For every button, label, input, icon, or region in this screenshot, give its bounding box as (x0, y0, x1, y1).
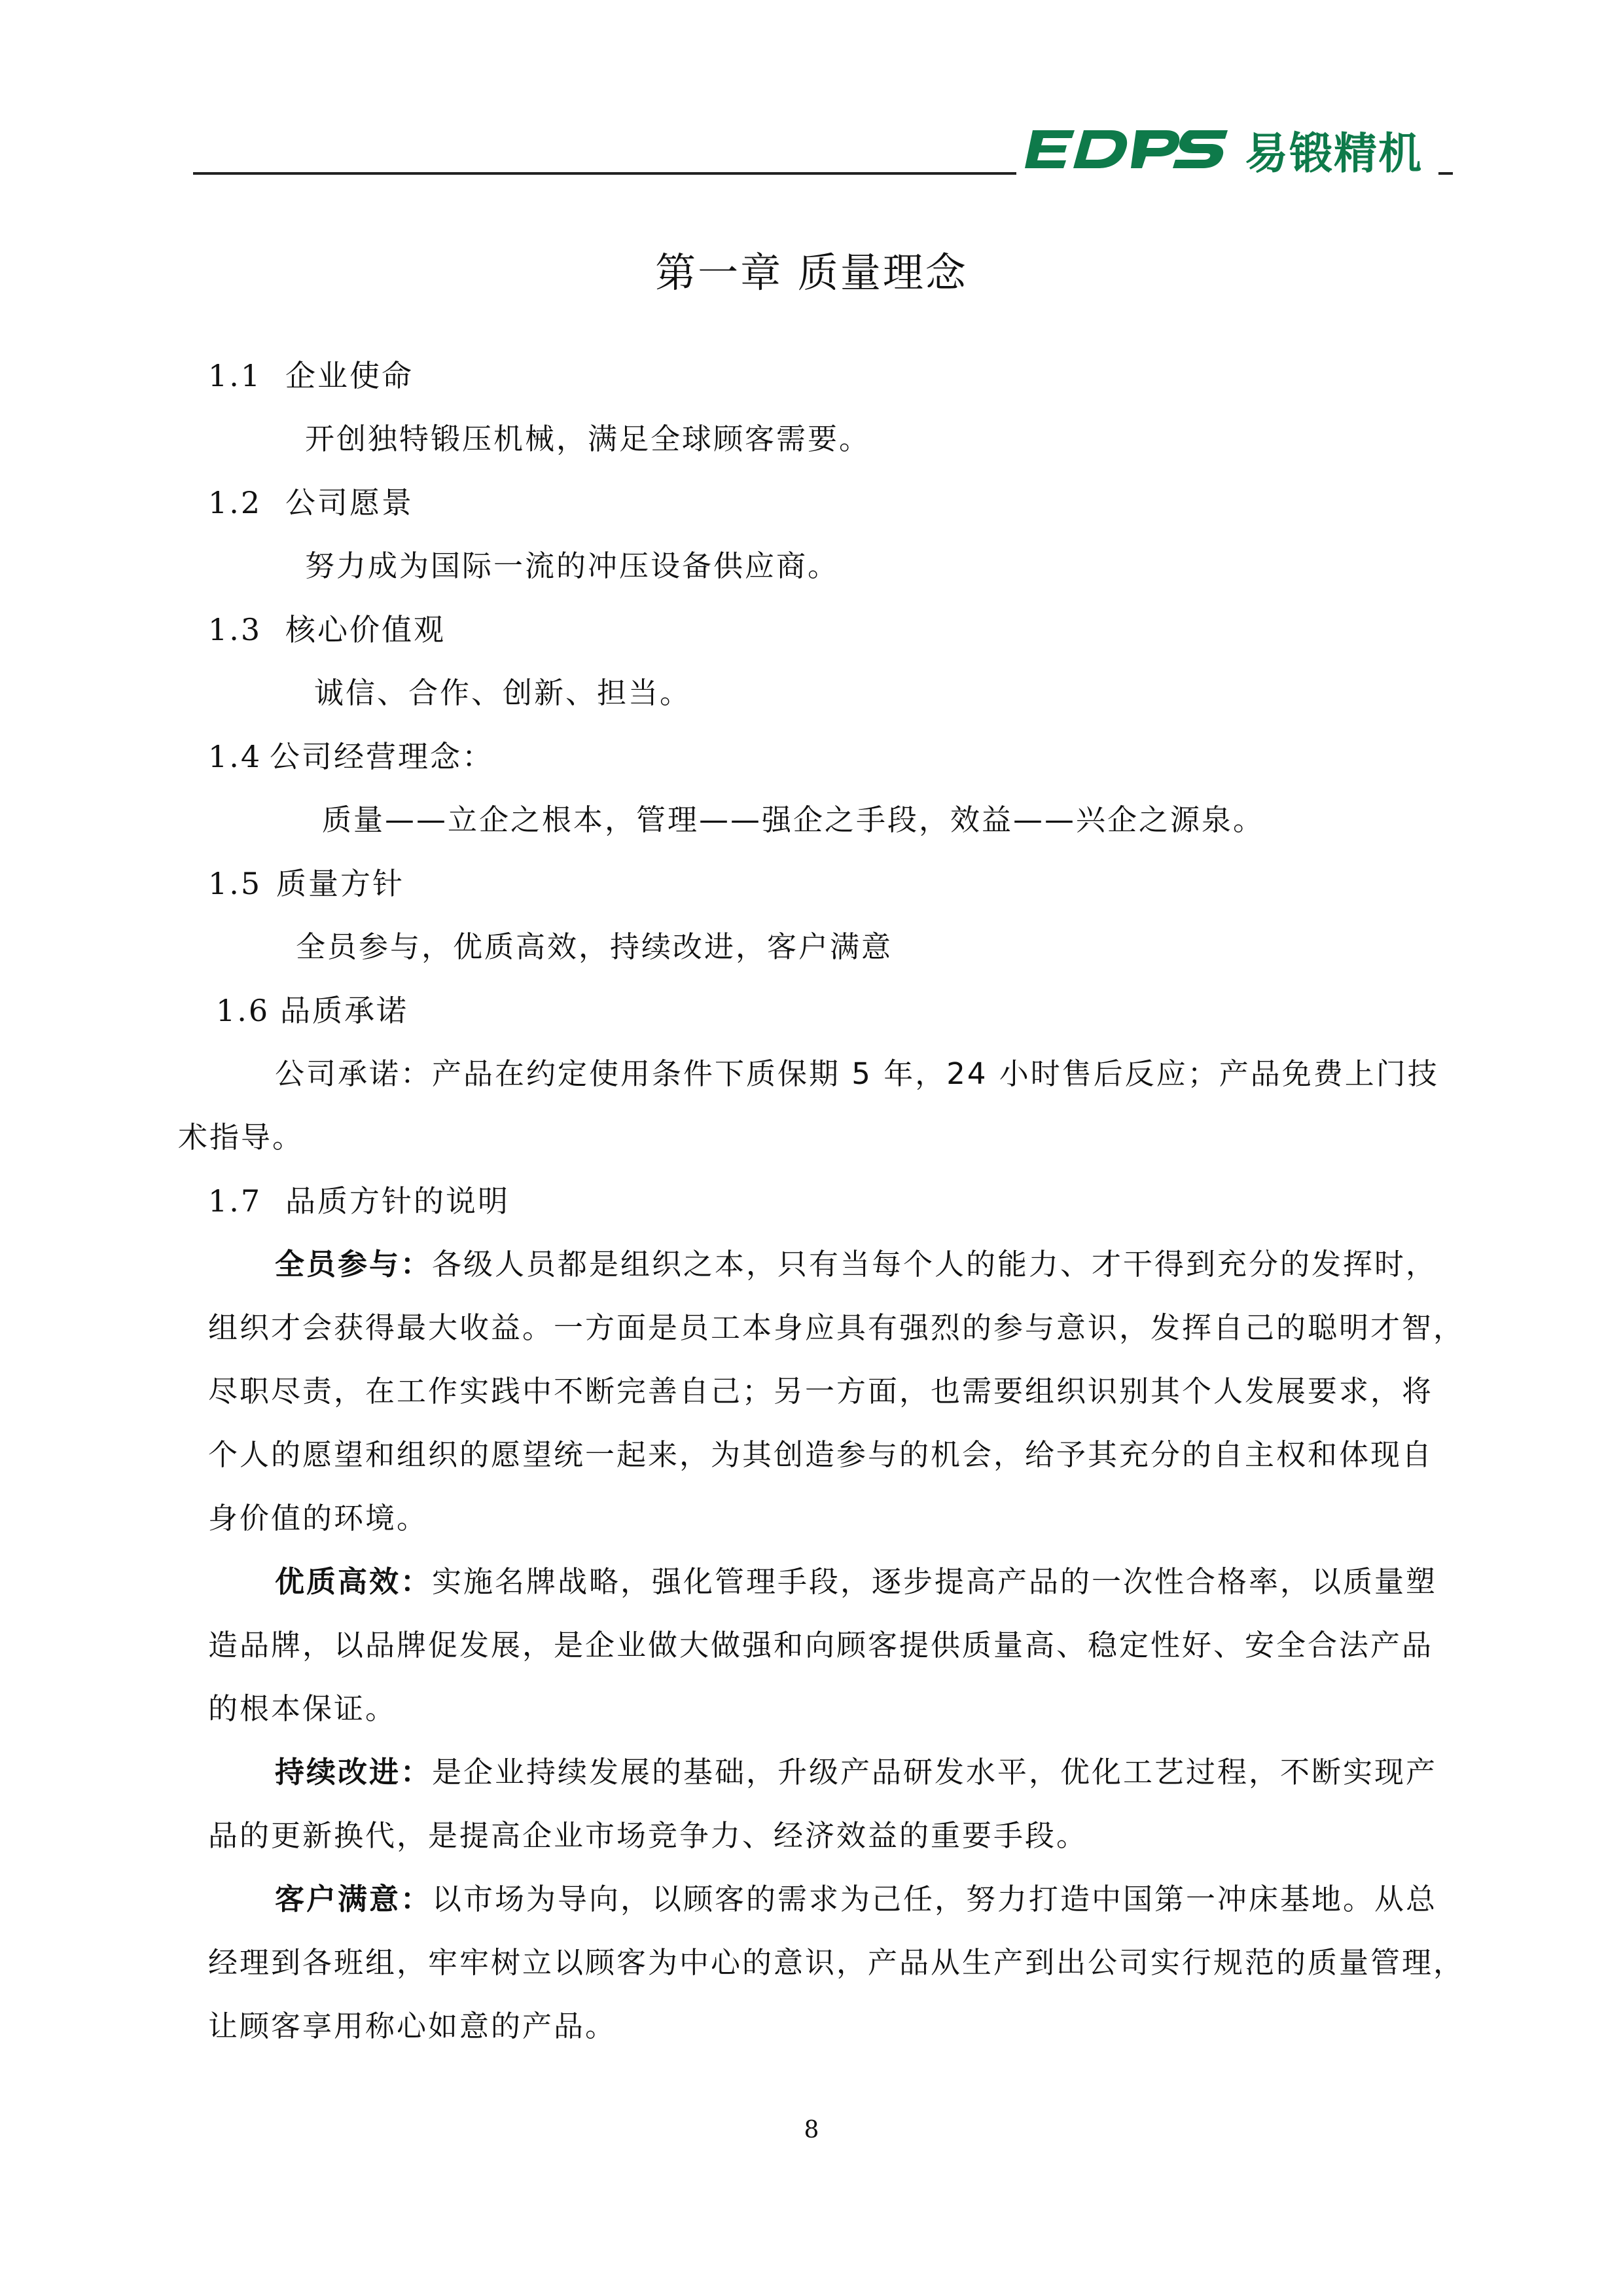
explanation-text: 各级人员都是组织之本，只有当每个人的能力、才干得到充分的发挥时， (432, 1247, 1438, 1282)
section-body-1-6-line-1: 公司承诺：产品在约定使用条件下质保期 5 年，24 小时售后反应；产品免费上门技 (275, 1056, 1439, 1091)
page-number: 8 (804, 2117, 819, 2144)
explanation-customer-satisfaction-line-3: 让顾客享用称心如意的产品。 (208, 2009, 617, 2043)
explanation-all-participation-line-4: 个人的愿望和组织的愿望统一起来，为其创造参与的机会，给予其充分的自主权和体现自 (208, 1437, 1434, 1472)
explanation-lead: 优质高效： (275, 1564, 433, 1599)
explanation-customer-satisfaction-line-2: 经理到各班组，牢牢树立以顾客为中心的意识，产品从生产到出公司实行规范的质量管理， (208, 1945, 1465, 1980)
explanation-text: 实施名牌战略，强化管理手段，逐步提高产品的一次性合格率，以质量塑 (432, 1564, 1438, 1599)
section-number: 1.2 (208, 485, 262, 520)
explanation-all-participation-line-2: 组织才会获得最大收益。一方面是员工本身应具有强烈的参与意识，发挥自己的聪明才智， (208, 1310, 1465, 1345)
section-heading-1-7 (208, 1181, 510, 1221)
explanation-continuous-improvement-line-1 (275, 1753, 1437, 1792)
section-title: 公司经营理念： (270, 739, 494, 774)
company-name: 易锻精机 (1245, 128, 1423, 179)
header-rule-end (1438, 172, 1453, 175)
section-heading-1-3 (208, 610, 446, 649)
section-title: 品质承诺 (280, 993, 408, 1028)
section-heading-1-5 (208, 864, 404, 903)
explanation-text: 是企业持续发展的基础，升级产品研发水平，优化工艺过程，不断实现产 (432, 1755, 1438, 1789)
section-number: 1.3 (208, 612, 262, 647)
section-number: 1.6 (216, 993, 270, 1028)
explanation-high-quality-line-2: 造品牌，以品牌促发展，是企业做大做强和向顾客提供质量高、稳定性好、安全合法产品 (208, 1628, 1434, 1662)
section-title: 核心价值观 (285, 612, 446, 647)
section-body-1-2: 努力成为国际一流的冲压设备供应商。 (305, 548, 840, 583)
chapter-title: 第一章 质量理念 (655, 249, 968, 296)
explanation-lead: 持续改进： (275, 1755, 433, 1789)
section-heading-1-1 (208, 356, 414, 395)
explanation-lead: 全员参与： (275, 1247, 433, 1282)
section-number: 1.4 (208, 739, 262, 774)
section-body-1-1: 开创独特锻压机械，满足全球顾客需要。 (305, 422, 871, 456)
explanation-text: 以市场为导向，以顾客的需求为己任，努力打造中国第一冲床基地。从总 (432, 1882, 1438, 1916)
section-heading-1-4 (208, 737, 494, 776)
edps-logo-mark (1021, 121, 1237, 177)
explanation-high-quality-line-1 (275, 1562, 1437, 1602)
section-number: 1.7 (208, 1183, 262, 1219)
section-body-1-6-line-2: 术指导。 (178, 1120, 304, 1155)
section-number: 1.5 (208, 866, 262, 901)
section-body-1-5: 全员参与，优质高效，持续改进，客户满意 (296, 929, 893, 964)
company-logo (1021, 117, 1423, 182)
section-body-1-3: 诚信、合作、创新、担当。 (314, 675, 692, 710)
explanation-all-participation-line-1 (275, 1245, 1437, 1284)
section-title: 质量方针 (276, 866, 404, 901)
explanation-customer-satisfaction-line-1 (275, 1880, 1437, 1919)
section-heading-1-6 (216, 991, 408, 1030)
explanation-lead: 客户满意： (275, 1882, 433, 1916)
section-title: 公司愿景 (285, 485, 414, 520)
explanation-all-participation-line-5: 身价值的环境。 (208, 1501, 429, 1535)
section-title: 企业使命 (285, 358, 414, 393)
explanation-high-quality-line-3: 的根本保证。 (208, 1691, 397, 1726)
explanation-continuous-improvement-line-2: 品的更新换代，是提高企业市场竞争力、经济效益的重要手段。 (208, 1818, 1088, 1853)
section-heading-1-2 (208, 483, 414, 522)
section-number: 1.1 (208, 358, 262, 393)
section-body-1-4: 质量——立企之根本，管理——强企之手段，效益——兴企之源泉。 (322, 802, 1265, 837)
section-title: 品质方针的说明 (285, 1183, 510, 1219)
header-rule (193, 172, 1016, 175)
explanation-all-participation-line-3: 尽职尽责，在工作实践中不断完善自己；另一方面，也需要组织识别其个人发展要求，将 (208, 1374, 1434, 1408)
